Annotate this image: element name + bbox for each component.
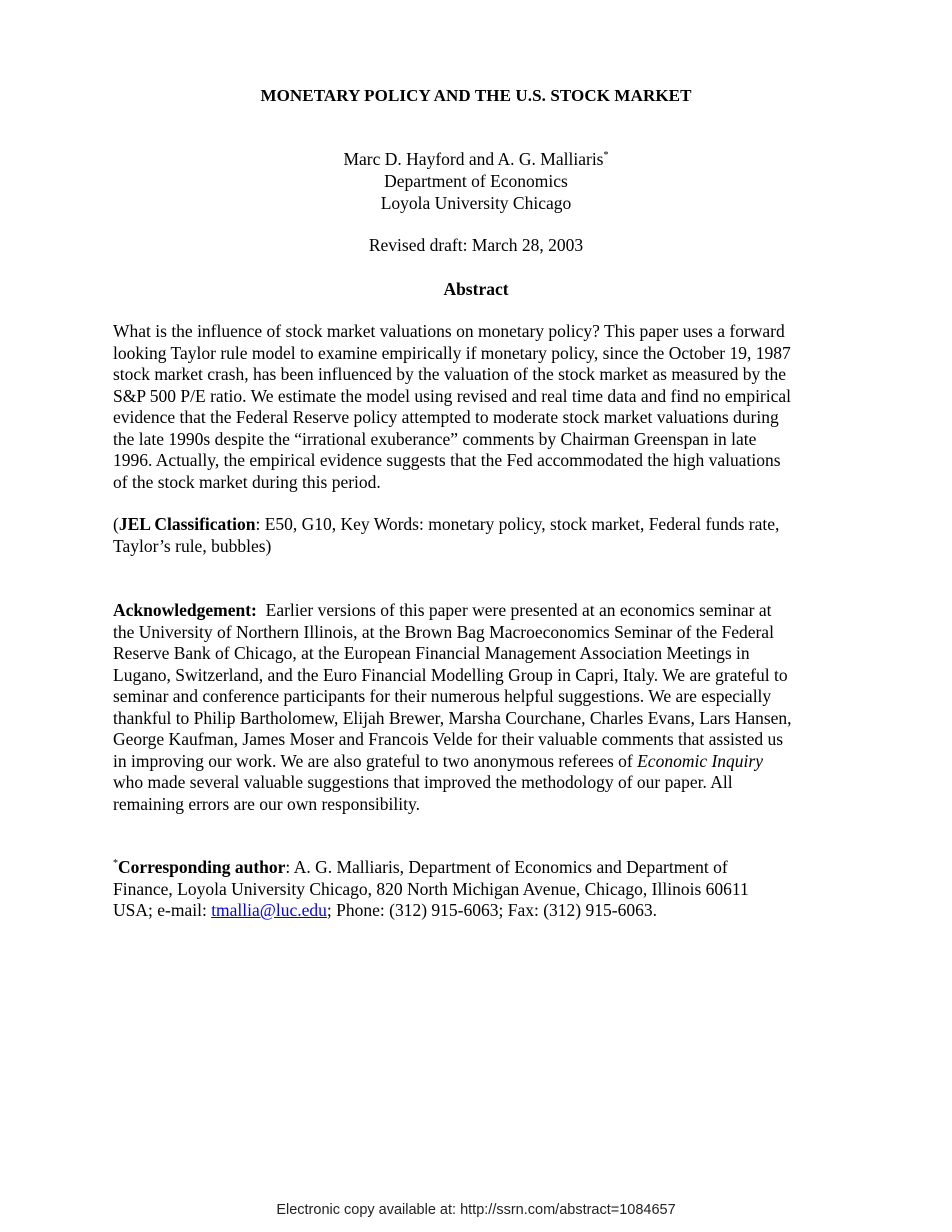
ack-line: in improving our work. We are also grateful to two anonymous referees of Economic Inquiry [113,750,763,771]
ack-line: Reserve Bank of Chicago, at the European Financial Management Association Meetings in [113,643,750,663]
acknowledgement [113,600,853,815]
jel-line: (JEL Classification: E50, G10, Key Words: monetary policy, stock market, Federal funds rate, [113,514,780,534]
ack-line: seminar and conference participants for their numerous helpful suggestions. We are especially [113,686,772,706]
ack-line: who made several valuable suggestions that improved the methodology of our paper. All [113,772,733,792]
author-block [0,148,952,214]
author-names: Marc D. Hayford and A. G. Malliaris* [343,149,609,169]
jel-classification [113,514,853,557]
ack-line: remaining errors are our own responsibility. [113,793,420,814]
paper-title: MONETARY POLICY AND THE U.S. STOCK MARKET [260,86,692,105]
abstract-line: stock market crash, has been influenced by the valuation of the stock market as measured by the [113,364,787,384]
abstract-line: 1996. Actually, the empirical evidence suggests that the Fed accommodated the high valuations [113,450,781,470]
ack-line: the University of Northern Illinois, at the Brown Bag Macroeconomics Seminar of the Federal [113,621,774,642]
corresponding-author-note [113,857,853,922]
abstract-line: S&P 500 P/E ratio. We estimate the model using revised and real time data and find no empirical [113,385,792,406]
abstract-heading: Abstract [443,279,509,299]
abstract-line: the late 1990s despite the “irrational exuberance” comments by Chairman Greenspan in late [113,428,757,449]
ack-line: Lugano, Switzerland, and the Euro Financial Modelling Group in Capri, Italy. We are grateful to [113,664,788,685]
abstract-line: of the stock market during this period. [113,471,381,492]
corr-label: Corresponding author [118,857,286,877]
abstract-line: looking Taylor rule model to examine empirically if monetary policy, since the October 19, 1987 [113,342,791,363]
corr-line: USA; e-mail: tmallia@luc.edu; Phone: (312) 915-6063; Fax: (312) 915-6063. [113,900,657,920]
ack-line: Acknowledgement: Earlier versions of this paper were presented at an economics seminar at [113,600,772,620]
ssrn-footer: Electronic copy available at: http://ssrn.com/abstract=1084657 [276,1202,676,1218]
email-link[interactable]: tmallia@luc.edu [211,900,327,920]
corr-line: *Corresponding author: A. G. Malliaris, Department of Economics and Department of [113,857,728,877]
abstract-line: What is the influence of stock market valuations on monetary policy? This paper uses a forward [113,321,785,341]
author-department: Department of Economics [384,171,568,191]
ack-line: thankful to Philip Bartholomew, Elijah Brewer, Marsha Courchane, Charles Evans, Lars Hansen, [113,707,792,728]
abstract-line: evidence that the Federal Reserve policy attempted to moderate stock market valuations during [113,407,779,427]
author-university: Loyola University Chicago [380,193,572,213]
abstract-body [113,321,853,493]
journal-name: Economic Inquiry [637,750,763,771]
footnote-marker: * [113,858,118,869]
footnote-marker: * [603,150,609,161]
ack-label: Acknowledgement: [113,600,257,620]
revision-date: Revised draft: March 28, 2003 [368,235,584,255]
ack-line: George Kaufman, James Moser and Francois Velde for their valuable comments that assisted us [113,729,784,749]
jel-line: Taylor’s rule, bubbles) [113,535,272,556]
corr-line: Finance, Loyola University Chicago, 820 North Michigan Avenue, Chicago, Illinois 60611 [113,878,749,899]
jel-label: JEL Classification [118,514,256,534]
